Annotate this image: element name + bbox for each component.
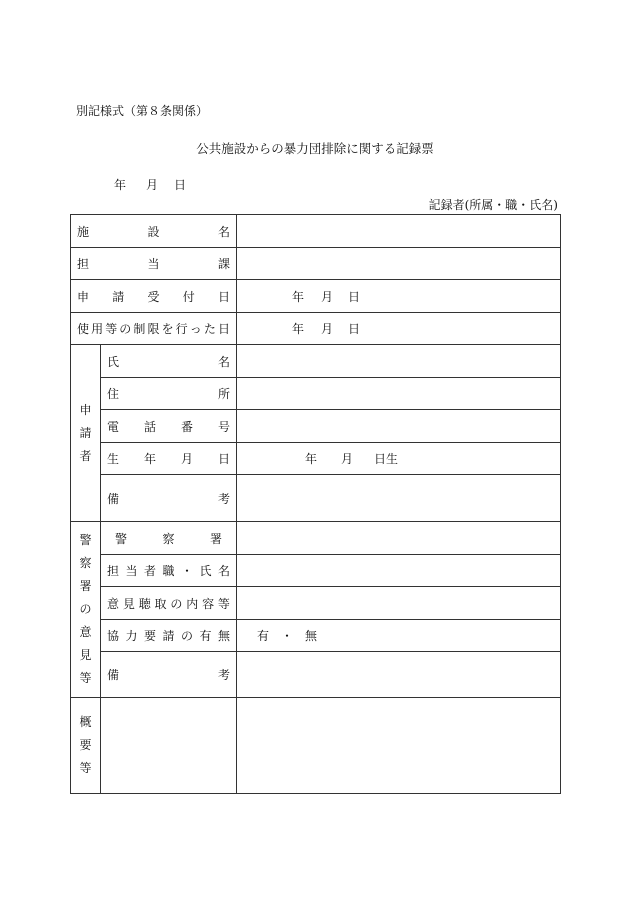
police-station-row bbox=[71, 522, 561, 555]
label-char: 制 bbox=[133, 322, 146, 336]
year-label: 年 bbox=[292, 289, 305, 304]
label-char: 者 bbox=[144, 564, 157, 578]
applicant-name-row bbox=[71, 345, 561, 378]
label-char: 申 bbox=[79, 402, 92, 417]
label-char: 名 bbox=[218, 224, 231, 239]
label-char: 月 bbox=[181, 452, 194, 466]
summary-value[interactable] bbox=[237, 698, 561, 794]
applicant-remarks-value[interactable] bbox=[237, 475, 561, 522]
label-char: 請 bbox=[112, 289, 125, 304]
label-char: 察 bbox=[162, 531, 175, 546]
police-officer-value[interactable] bbox=[237, 555, 561, 587]
month-label: 月 bbox=[321, 289, 334, 304]
facility-row bbox=[71, 215, 561, 248]
label-char: 申 bbox=[77, 289, 90, 304]
label-char: ・ bbox=[181, 564, 194, 578]
label-char: 用 bbox=[91, 322, 104, 336]
label-char: 等 bbox=[79, 671, 92, 685]
label-char: 年 bbox=[144, 452, 157, 466]
year-label: 年 bbox=[292, 322, 305, 336]
summary-middle-cell[interactable] bbox=[101, 698, 237, 794]
label-char: 限 bbox=[147, 322, 160, 336]
applicant-phone-value[interactable] bbox=[237, 410, 561, 443]
applicant-phone-label bbox=[101, 410, 237, 443]
label-char: 行 bbox=[175, 322, 188, 336]
label-char: 施 bbox=[77, 224, 90, 239]
label-char: の bbox=[79, 602, 92, 616]
label-char: 氏 bbox=[107, 354, 120, 369]
label-char: 概 bbox=[79, 715, 92, 729]
receipt-row bbox=[71, 280, 561, 313]
label-char: を bbox=[161, 322, 174, 336]
label-char: 名 bbox=[218, 354, 231, 369]
label-char: っ bbox=[189, 322, 202, 336]
label-char: 等 bbox=[79, 761, 92, 775]
day-born-label: 日生 bbox=[374, 452, 399, 466]
label-char: 見 bbox=[79, 648, 92, 662]
police-officer-row bbox=[71, 555, 561, 587]
date-day-label: 日 bbox=[174, 178, 187, 192]
label-char: 番 bbox=[181, 419, 194, 434]
label-char: の bbox=[181, 629, 194, 643]
police-remarks-row bbox=[71, 652, 561, 698]
facility-value[interactable] bbox=[237, 215, 561, 248]
restriction-date-value[interactable] bbox=[237, 313, 561, 345]
label-char: 請 bbox=[79, 425, 92, 440]
label-char: 付 bbox=[182, 289, 195, 304]
label-char: 請 bbox=[162, 629, 175, 643]
label-char: 受 bbox=[147, 289, 160, 304]
receipt-label bbox=[71, 280, 237, 313]
label-char: 協 bbox=[107, 629, 120, 643]
label-char: 電 bbox=[107, 419, 120, 434]
label-char: 聴 bbox=[138, 596, 151, 611]
label-char: 日 bbox=[217, 322, 230, 336]
dept-value[interactable] bbox=[237, 248, 561, 280]
label-char: 使 bbox=[77, 322, 90, 336]
label-char: た bbox=[203, 322, 216, 336]
label-char: 住 bbox=[107, 387, 120, 401]
day-label: 日 bbox=[348, 322, 361, 336]
restriction-label bbox=[71, 313, 237, 345]
label-char: 等 bbox=[217, 596, 230, 611]
applicant-address-label bbox=[101, 378, 237, 410]
applicant-address-row bbox=[71, 378, 561, 410]
police-opinion-value[interactable] bbox=[237, 587, 561, 620]
label-char: 担 bbox=[107, 564, 120, 578]
recorder-label: 記録者(所属・職・氏名) bbox=[428, 198, 558, 212]
dept-label bbox=[71, 248, 237, 280]
applicant-address-value[interactable] bbox=[237, 378, 561, 410]
label-char: 当 bbox=[147, 257, 160, 271]
label-char: 有 bbox=[199, 629, 212, 643]
applicant-remarks-label bbox=[101, 475, 237, 522]
police-cooperation-row bbox=[71, 620, 561, 652]
label-char: 名 bbox=[218, 564, 231, 578]
document-title: 公共施設からの暴力団排除に関する記録票 bbox=[196, 141, 434, 156]
record-date bbox=[114, 176, 186, 193]
label-char: 課 bbox=[218, 257, 231, 271]
label-char: の bbox=[119, 322, 132, 336]
applicant-remarks-row bbox=[71, 475, 561, 522]
date-month-label: 月 bbox=[146, 178, 159, 192]
applicant-phone-row bbox=[71, 410, 561, 443]
restriction-row bbox=[71, 313, 561, 345]
label-char: 見 bbox=[122, 596, 135, 611]
summary-group-label bbox=[71, 698, 101, 794]
label-char: 者 bbox=[79, 448, 92, 463]
label-char: 備 bbox=[107, 668, 120, 682]
label-char: 等 bbox=[105, 322, 118, 336]
facility-label bbox=[71, 215, 237, 248]
applicant-birth-row bbox=[71, 443, 561, 475]
year-label: 年 bbox=[305, 452, 318, 466]
label-char: 備 bbox=[107, 491, 120, 506]
label-char: 意 bbox=[79, 625, 92, 639]
month-label: 月 bbox=[341, 452, 354, 466]
label-char: 警 bbox=[115, 531, 128, 546]
label-char: 要 bbox=[144, 629, 157, 643]
police-group-label bbox=[71, 522, 101, 698]
label-char: 警 bbox=[79, 533, 92, 547]
label-char: 所 bbox=[218, 387, 231, 401]
day-label: 日 bbox=[348, 289, 361, 304]
label-char: 設 bbox=[147, 224, 160, 239]
police-remarks-label bbox=[101, 652, 237, 698]
police-opinion-row bbox=[71, 587, 561, 620]
label-char: 職 bbox=[162, 564, 175, 578]
form-reference: 別記様式（第８条関係） bbox=[76, 104, 209, 118]
label-char: 生 bbox=[107, 452, 120, 466]
label-char: 内 bbox=[186, 596, 199, 611]
police-cooperation-value[interactable]: 有 ・ 無 bbox=[237, 620, 561, 652]
label-char: 号 bbox=[218, 419, 231, 434]
dept-row bbox=[71, 248, 561, 280]
label-char: 察 bbox=[79, 556, 92, 570]
police-opinion-label bbox=[101, 587, 237, 620]
label-char: 要 bbox=[79, 738, 92, 752]
label-char: 当 bbox=[125, 564, 138, 578]
applicant-name-value[interactable] bbox=[237, 345, 561, 378]
label-char: 無 bbox=[218, 629, 231, 643]
label-char: 日 bbox=[218, 452, 231, 466]
summary-row bbox=[71, 698, 561, 794]
label-char: 署 bbox=[79, 579, 92, 593]
label-char: 容 bbox=[202, 596, 215, 611]
police-station-label bbox=[101, 522, 237, 555]
applicant-group-label bbox=[71, 345, 101, 522]
applicant-birth-value[interactable] bbox=[237, 443, 561, 475]
label-char: 力 bbox=[125, 629, 138, 643]
receipt-date-value[interactable] bbox=[237, 280, 561, 313]
month-label: 月 bbox=[321, 322, 334, 336]
label-char: 話 bbox=[144, 419, 157, 434]
police-cooperation-label bbox=[101, 620, 237, 652]
label-char: 担 bbox=[77, 257, 90, 271]
applicant-birth-label bbox=[101, 443, 237, 475]
applicant-name-label bbox=[101, 345, 237, 378]
police-remarks-value[interactable] bbox=[237, 652, 561, 698]
record-table bbox=[70, 214, 561, 794]
label-char: の bbox=[170, 596, 183, 611]
label-char: 意 bbox=[107, 596, 120, 611]
label-char: 考 bbox=[218, 668, 231, 682]
police-officer-label bbox=[101, 555, 237, 587]
label-char: 日 bbox=[218, 289, 231, 304]
label-char: 取 bbox=[154, 596, 167, 611]
police-station-value[interactable] bbox=[237, 522, 561, 555]
label-char: 氏 bbox=[199, 564, 212, 578]
label-char: 署 bbox=[210, 531, 223, 546]
date-year-label: 年 bbox=[114, 178, 127, 192]
label-char: 考 bbox=[218, 491, 231, 506]
